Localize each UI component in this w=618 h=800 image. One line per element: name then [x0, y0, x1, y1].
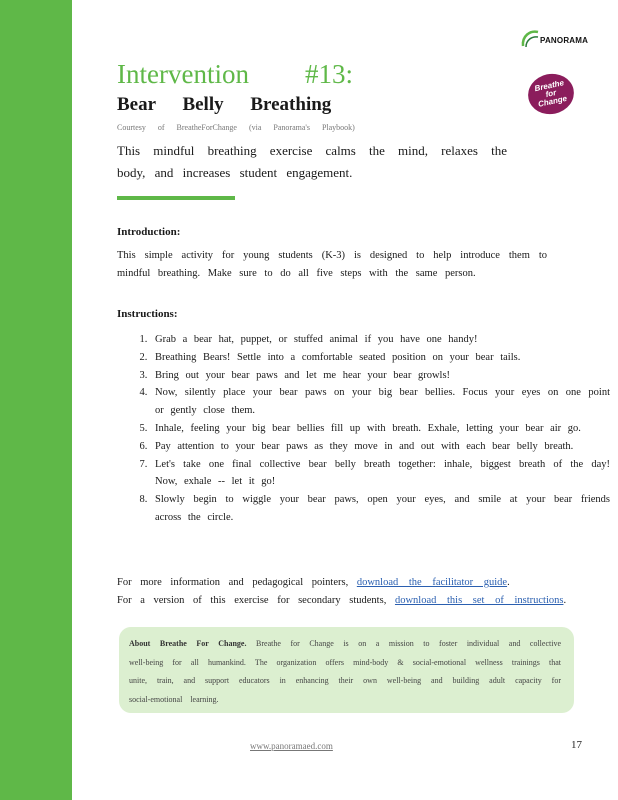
- lead-paragraph: This mindful breathing exercise calms the mind, relaxes the body, and increases student engagement.: [117, 143, 507, 180]
- about-text: [129, 635, 561, 709]
- facilitator-guide-link[interactable]: download the facilitator guide: [356, 577, 508, 588]
- step-item: 7. Let's take one final collective bear belly breath together: inhale, biggest breath of the day! Now, exhale -- let it go!: [154, 456, 610, 492]
- step-item: 8. Slowly begin to wiggle your bear paws, open your eyes, and smile at your bear friends across the circle.: [154, 491, 610, 527]
- breathe-for-change-badge: [524, 70, 577, 119]
- secondary-instructions-line: [117, 595, 566, 606]
- step-item: 5. Inhale, feeling your big bear bellies fill up with breath. Exhale, letting your bear air go.: [154, 420, 610, 438]
- green-divider: [117, 196, 235, 200]
- panorama-logo-text: PANORAMA: [540, 36, 589, 45]
- step-item: 2. Breathing Bears! Settle into a comfortable seated position on your bear tails.: [154, 349, 610, 367]
- secondary-instructions-link[interactable]: download this set of instructions: [394, 595, 564, 606]
- introduction-text: This simple activity for young students (K-3) is designed to help introduce them to mindful breathing. Make sure to do all five steps with the same person.: [117, 250, 547, 279]
- courtesy-line: Courtesy of BreatheForChange (via Panorama's Playbook): [117, 123, 355, 132]
- step-item: 1. Grab a bear hat, puppet, or stuffed animal if you have one handy!: [154, 331, 610, 349]
- about-body: Breathe for Change is on a mission to foster individual and collective well-being for all humankind. The organization offers mind-body & social-emotional wellness trainings that unite, train, and support educators in enhancing their own well-being and building adult capacity for social-emotional learning.: [129, 639, 562, 704]
- title-word: Intervention: [117, 59, 249, 89]
- page-title: [117, 59, 354, 90]
- green-sidebar-bar: [0, 0, 72, 800]
- panorama-logo: [526, 30, 588, 56]
- instruction-steps: [117, 331, 610, 527]
- introduction-label: Introduction:: [117, 226, 181, 238]
- about-title: About Breathe For Change.: [129, 639, 247, 648]
- secondary-instructions-period: .: [563, 595, 567, 606]
- about-callout-box: [119, 627, 574, 713]
- facilitator-guide-text: For more information and pedagogical pointers,: [117, 577, 349, 588]
- instructions-label: Instructions:: [117, 308, 178, 320]
- page-number: 17: [571, 739, 582, 751]
- intervention-subtitle: Bear Belly Breathing: [117, 94, 332, 115]
- step-item: 6. Pay attention to your bear paws as they move in and out with each bear belly breath.: [154, 438, 610, 456]
- step-item: 4. Now, silently place your bear paws on your big bear bellies. Focus your eyes on one point or gently close them.: [154, 384, 610, 420]
- secondary-instructions-text: For a version of this exercise for secondary students,: [117, 595, 387, 606]
- facilitator-guide-period: .: [507, 577, 510, 588]
- badge-text: Breathe for Change: [533, 78, 568, 109]
- title-number: #13:: [305, 59, 354, 89]
- website-link[interactable]: www.panoramaed.com: [250, 741, 333, 751]
- facilitator-guide-line: [117, 577, 510, 588]
- step-item: 3. Bring out your bear paws and let me hear your bear growls!: [154, 367, 610, 385]
- panorama-swoosh-icon: [520, 28, 540, 50]
